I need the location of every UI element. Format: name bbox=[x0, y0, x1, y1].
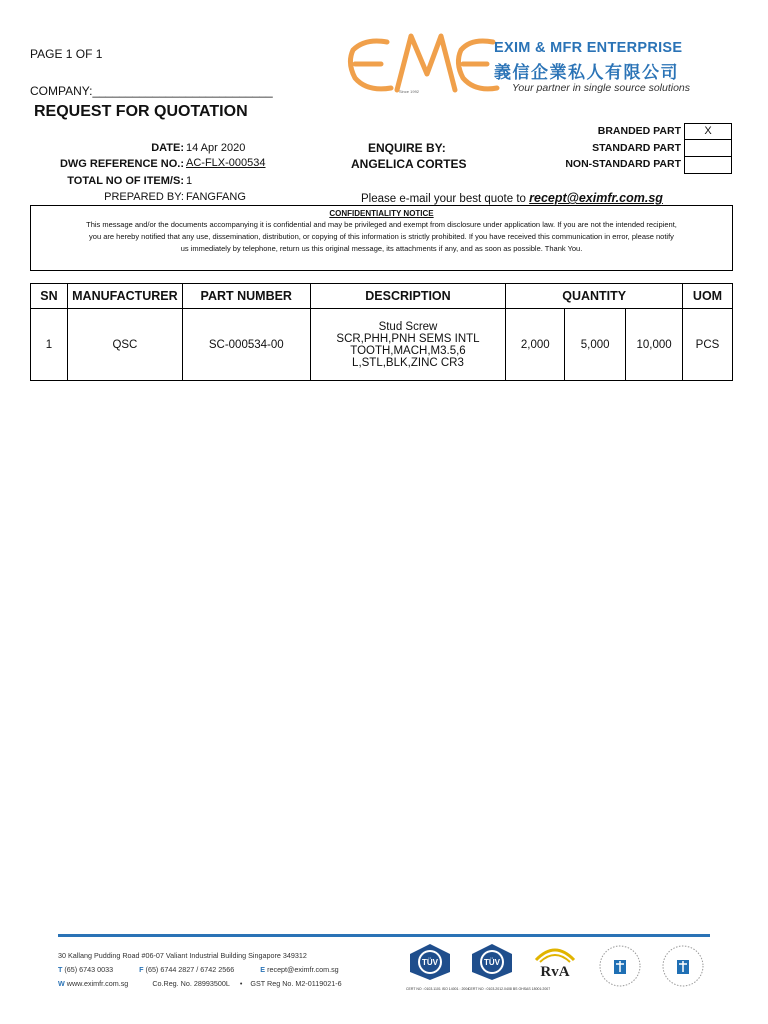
email-link[interactable]: recept@eximfr.com.sg bbox=[529, 191, 663, 205]
column-header-quantity: QUANTITY bbox=[506, 284, 683, 309]
cell-manufacturer: QSC bbox=[67, 309, 182, 381]
table-header-row bbox=[31, 284, 733, 309]
company-field: COMPANY:___________________________ bbox=[30, 84, 273, 98]
phone-label: T bbox=[58, 965, 63, 974]
company-reg-no: Co.Reg. No. 28993500L bbox=[152, 979, 230, 988]
dwg-reference-label: DWG REFERENCE NO.: bbox=[59, 158, 184, 170]
company-name-chinese: 義信企業私人有限公司 bbox=[494, 63, 679, 83]
non-standard-part-label: NON-STANDARD PART bbox=[565, 158, 681, 170]
column-header-uom: UOM bbox=[683, 284, 733, 309]
tuv-icon bbox=[406, 942, 454, 982]
company-name-english: EXIM & MFR ENTERPRISE bbox=[494, 40, 683, 56]
cell-part-number: SC-000534-00 bbox=[182, 309, 310, 381]
fax-label: F bbox=[139, 965, 144, 974]
fax-number: (65) 6744 2827 / 6742 2566 bbox=[145, 965, 235, 974]
description-line: Stud Screw bbox=[378, 320, 438, 333]
prepared-by-value: FANGFANG bbox=[186, 191, 246, 203]
confidentiality-title: CONFIDENTIALITY NOTICE bbox=[329, 209, 434, 218]
svg-text:TÜV: TÜV bbox=[422, 958, 438, 967]
accreditation-seal-logo bbox=[657, 942, 709, 995]
tuv-certification-logo bbox=[406, 942, 469, 991]
accreditation-seal-logo bbox=[594, 942, 646, 995]
confidentiality-notice bbox=[30, 205, 733, 271]
total-items-label: TOTAL NO OF ITEM/S: bbox=[67, 175, 184, 187]
standard-part-label: STANDARD PART bbox=[592, 142, 681, 154]
cert-caption: CERT NO : 0103.1101 ISO 14001 : 2004 bbox=[406, 987, 470, 991]
branded-part-label: BRANDED PART bbox=[597, 125, 681, 137]
svg-text:TÜV: TÜV bbox=[484, 958, 500, 967]
column-header-manufacturer: MANUFACTURER bbox=[67, 284, 182, 309]
footer-email[interactable]: recept@eximfr.com.sg bbox=[267, 965, 339, 974]
description-line: TOOTH,MACH,M3.5,6 L,STL,BLK,ZINC CR3 bbox=[350, 344, 466, 369]
footer-address: 30 Kallang Pudding Road #06-07 Valiant Industrial Building Singapore 349312 bbox=[58, 951, 307, 960]
cell-quantity-1: 2,000 bbox=[506, 309, 565, 381]
page-number: PAGE 1 OF 1 bbox=[30, 47, 103, 61]
date-value: 14 Apr 2020 bbox=[186, 142, 246, 154]
branded-part-box: X bbox=[684, 123, 732, 140]
column-header-description: DESCRIPTION bbox=[310, 284, 506, 309]
standard-part-box bbox=[684, 140, 732, 157]
cell-uom: PCS bbox=[683, 309, 733, 381]
seal-icon bbox=[594, 942, 646, 990]
table-row bbox=[31, 309, 733, 381]
since-label: Since 1992 bbox=[399, 89, 420, 94]
phone-number: (65) 6743 0033 bbox=[64, 965, 114, 974]
column-header-part-number: PART NUMBER bbox=[182, 284, 310, 309]
cell-quantity-3: 10,000 bbox=[626, 309, 683, 381]
email-label: E bbox=[260, 965, 266, 974]
enquire-by-name: ANGELICA CORTES bbox=[351, 157, 467, 171]
total-items-value: 1 bbox=[186, 175, 193, 187]
document-title: REQUEST FOR QUOTATION bbox=[34, 103, 248, 120]
cell-sn: 1 bbox=[31, 309, 68, 381]
cell-description bbox=[310, 309, 506, 381]
rva-accreditation-logo bbox=[530, 942, 580, 995]
non-standard-part-box bbox=[684, 157, 732, 174]
confidentiality-line: This message and/or the documents accompanying it is confidential and may be privileged and exempt from disclosure under application law. If you are not the intended recipient, bbox=[86, 220, 677, 229]
rva-icon bbox=[530, 942, 580, 990]
date-label: DATE: bbox=[151, 142, 184, 154]
column-header-sn: SN bbox=[31, 284, 68, 309]
description-line: SCR,PHH,PNH SEMS INTL bbox=[336, 332, 480, 345]
dwg-reference-value: AC-FLX-000534 bbox=[186, 157, 266, 169]
cert-caption: CERT NO : 0103.2012.0408 BS OHSAS 18001:2007 bbox=[468, 987, 551, 991]
footer-contacts bbox=[58, 965, 339, 974]
footer-divider bbox=[58, 934, 710, 937]
email-instruction bbox=[361, 191, 663, 205]
items-table bbox=[30, 283, 733, 381]
gst-reg-no: GST Reg No. M2-0119021-6 bbox=[250, 979, 342, 988]
footer-website[interactable]: www.eximfr.com.sg bbox=[66, 979, 129, 988]
company-tagline: Your partner in single source solutions bbox=[512, 82, 691, 94]
footer-registration bbox=[58, 979, 342, 988]
confidentiality-line: you are hereby notified that any use, dissemination, distribution, or copying of this information is strictly prohibited. If you have received this communication in error, please notify bbox=[89, 232, 674, 241]
email-prompt: Please e-mail your best quote to bbox=[361, 193, 526, 205]
bullet-separator: • bbox=[239, 979, 243, 988]
svg-text:RvA: RvA bbox=[540, 964, 570, 980]
prepared-by-label: PREPARED BY: bbox=[104, 191, 184, 203]
confidentiality-line: us immediately by telephone, return us this original message, its attachments if any, and as soon as possible. Thank You. bbox=[180, 244, 583, 253]
seal-icon bbox=[657, 942, 709, 990]
cell-quantity-2: 5,000 bbox=[565, 309, 626, 381]
enquire-by-label: ENQUIRE BY: bbox=[368, 141, 446, 155]
web-label: W bbox=[58, 979, 65, 988]
tuv-icon bbox=[468, 942, 516, 982]
